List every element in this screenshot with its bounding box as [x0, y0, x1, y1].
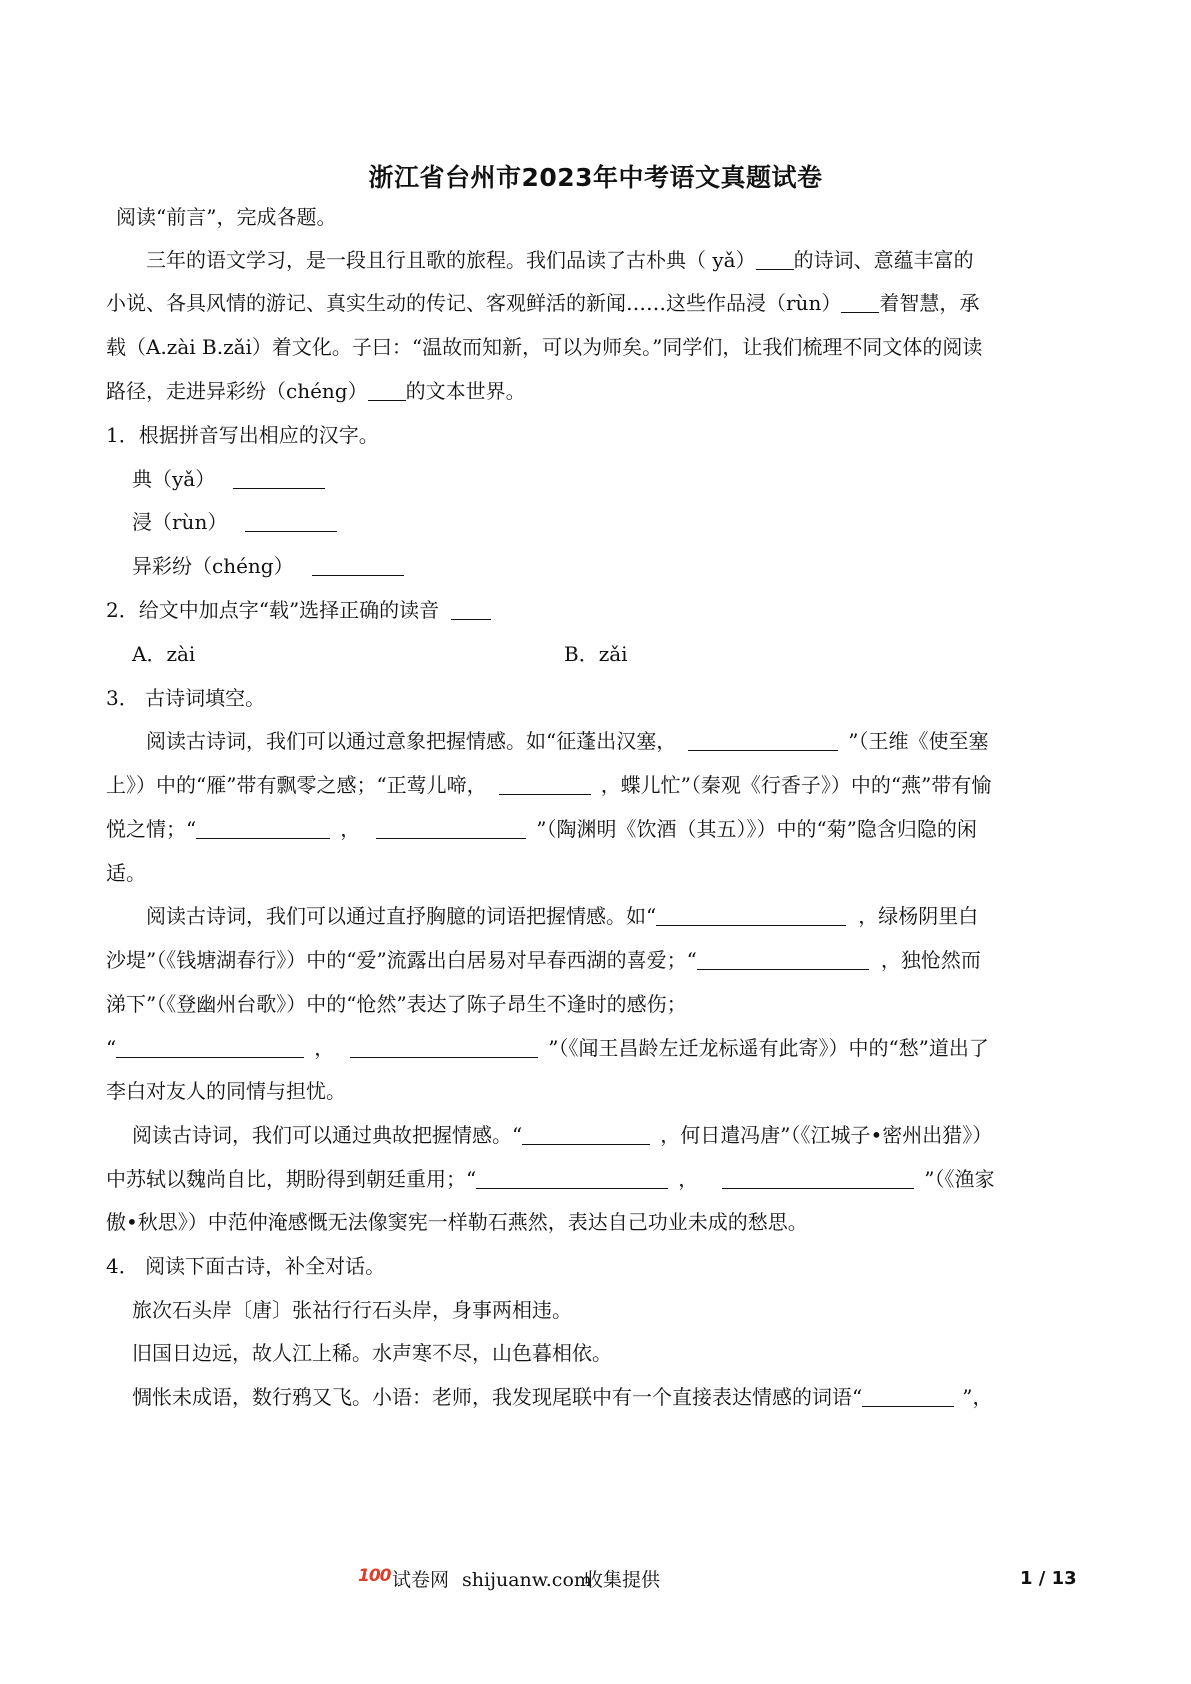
blank [756, 249, 794, 270]
footer-url[interactable]: shijuanw.com [462, 1569, 592, 1591]
footer-site-name: 试卷网 [392, 1569, 450, 1591]
poem-line-2: 旧国日边远，故人江上稀。水声寒不尽，山色暮相依。 [132, 1341, 612, 1365]
q3-p2-line-4: “ ， ”（《闻王昌龄左迁龙标遥有此寄》）中的“愁”道出了 [106, 1036, 989, 1060]
poem-line-1: 旅次石头岸〔唐〕张祜行行石头岸，身事两相违。 [132, 1298, 572, 1322]
answer-blank[interactable] [196, 818, 330, 839]
q3-p1-line-3: 悦之情；“ ， ”（陶渊明《饮酒（其五）》）中的“菊”隐含归隐的闲 [106, 817, 977, 841]
blank [841, 292, 879, 313]
blank [368, 380, 406, 401]
answer-blank[interactable] [350, 1037, 538, 1058]
exam-title: 浙江省台州市2023年中考语文真题试卷 [368, 163, 823, 192]
answer-blank[interactable] [656, 905, 846, 926]
q1-item-3: 异彩纷（chéng） [132, 552, 404, 580]
answer-blank[interactable] [451, 599, 491, 620]
answer-blank[interactable] [376, 818, 526, 839]
answer-blank[interactable] [116, 1037, 304, 1058]
q3-p2-line-5: 李白对友人的同情与担忧。 [106, 1079, 346, 1103]
q3-p1-line-2: 上》）中的“雁”带有飘零之感；“正莺儿啼， ，蝶儿忙”（秦观《行香子》）中的“燕”带有愉 [106, 773, 992, 797]
poem-line-3: 惆怅未成语，数行鸦又飞。小语：老师，我发现尾联中有一个直接表达情感的词语“ ”， [132, 1385, 993, 1409]
passage-line-3: 载（A.zài B.zǎi）着文化。子曰：“温故而知新，可以为师矣。”同学们，让我们梳理不同文体的阅读 [106, 335, 983, 359]
q1-item-2: 浸（rùn） [132, 508, 337, 536]
answer-blank[interactable] [522, 1124, 650, 1145]
page-number: 1 / 13 [1020, 1568, 1077, 1589]
answer-blank[interactable] [697, 949, 869, 970]
option-b[interactable]: B．zǎi [564, 642, 628, 666]
option-a[interactable]: A．zài [132, 642, 196, 666]
q3-p3-line-1: 阅读古诗词，我们可以通过典故把握情感。“ ，何日遣冯唐”（《江城子•密州出猎》） [132, 1123, 993, 1147]
question-4-stem: 4． 阅读下面古诗，补全对话。 [106, 1254, 386, 1278]
answer-blank[interactable] [312, 555, 404, 576]
answer-blank[interactable] [688, 730, 838, 751]
q3-p3-line-3: 傲•秋思》）中范仲淹感慨无法像窦宪一样勒石燕然，表达自己功业未成的愁思。 [106, 1210, 808, 1234]
q3-p2-line-2: 沙堤”（《钱塘湖春行》）中的“爱”流露出白居易对早春西湖的喜爱；“ ，独怆然而 [106, 948, 981, 972]
q3-p3-line-2: 中苏轼以魏尚自比，期盼得到朝廷重用；“ ， ”（《渔家 [106, 1167, 995, 1191]
question-2-stem: 2．给文中加点字“载”选择正确的读音 [106, 596, 491, 624]
answer-blank[interactable] [476, 1168, 668, 1189]
site-logo-icon: 100 [358, 1566, 391, 1586]
question-1-stem: 1．根据拼音写出相应的汉字。 [106, 423, 379, 447]
q3-p1-line-1: 阅读古诗词，我们可以通过意象把握情感。如“征蓬出汉塞， ”（王维《使至塞 [146, 729, 989, 753]
passage-line-1: 三年的语文学习，是一段且行且歌的旅程。我们品读了古朴典（ yǎ） 的诗词、意蕴丰富的 [146, 248, 974, 272]
question-3-stem: 3． 古诗词填空。 [106, 686, 266, 710]
q3-p2-line-3: 涕下”（《登幽州台歌》）中的“怆然”表达了陈子昂生不逢时的感伤； [106, 992, 687, 1016]
q3-p1-line-4: 适。 [106, 861, 146, 885]
answer-blank[interactable] [722, 1168, 914, 1189]
answer-blank[interactable] [233, 468, 325, 489]
passage-line-4: 路径，走进异彩纷（chéng） 的文本世界。 [106, 379, 526, 403]
q3-p2-line-1: 阅读古诗词，我们可以通过直抒胸臆的词语把握情感。如“ ，绿杨阴里白 [146, 904, 979, 928]
footer-provided: 收集提供 [584, 1569, 661, 1591]
answer-blank[interactable] [499, 774, 591, 795]
answer-blank[interactable] [245, 511, 337, 532]
intro-text: 阅读“前言”，完成各题。 [116, 205, 337, 229]
answer-blank[interactable] [862, 1386, 954, 1407]
q1-item-1: 典（yǎ） [132, 465, 325, 493]
passage-line-2: 小说、各具风情的游记、真实生动的传记、客观鲜活的新闻……这些作品浸（rùn） 着智慧，承 [106, 291, 980, 315]
